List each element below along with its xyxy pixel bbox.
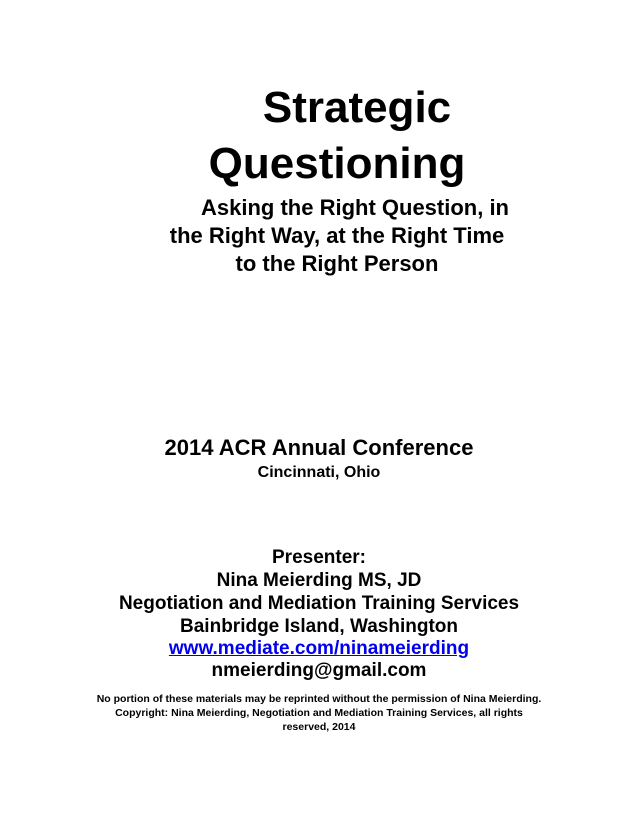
subtitle-line-3: to the Right Person <box>235 251 439 276</box>
subtitle-line-2: the Right Way, at the Right Time <box>169 223 505 248</box>
conference-location: Cincinnati, Ohio <box>257 464 381 481</box>
title-line-1: Strategic <box>262 83 452 132</box>
presenter-organization: Negotiation and Mediation Training Services <box>118 593 520 614</box>
presenter-email: nmeierding@gmail.com <box>211 660 427 681</box>
subtitle-line-1: Asking the Right Question, in <box>201 195 509 220</box>
conference-name: 2014 ACR Annual Conference <box>164 435 474 460</box>
presenter-website-line <box>0 637 638 661</box>
presenter-name: Nina Meierding MS, JD <box>216 570 422 591</box>
presenter-heading: Presenter: <box>272 547 366 568</box>
presenter-website-link[interactable]: www.mediate.com/ninameierding <box>168 638 470 659</box>
presenter-address: Bainbridge Island, Washington <box>180 616 458 637</box>
notice-line-1: No portion of these materials may be reprinted without the permission of Nina Meierding. <box>96 693 542 705</box>
notice-line-2: Copyright: Nina Meierding, Negotiation and Mediation Training Services, all rights <box>115 707 523 719</box>
title-line-2: Questioning <box>208 139 466 188</box>
notice-line-3: reserved, 2014 <box>282 721 356 733</box>
